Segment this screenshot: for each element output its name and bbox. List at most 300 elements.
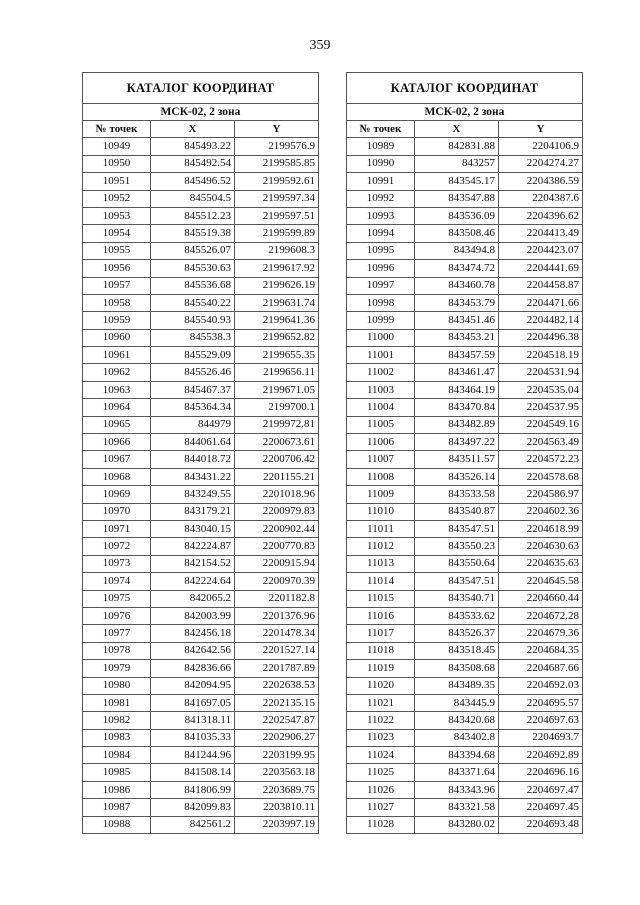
- y-coordinate-cell: 2199671.05: [235, 381, 319, 398]
- point-number-cell: 11007: [347, 451, 415, 468]
- x-coordinate-cell: 845364.34: [151, 399, 235, 416]
- y-coordinate-cell: 2204695.57: [499, 694, 583, 711]
- y-coordinate-cell: 2199592.61: [235, 173, 319, 190]
- y-coordinate-cell: 2204531.94: [499, 364, 583, 381]
- y-coordinate-cell: 2200673.61: [235, 434, 319, 451]
- point-number-cell: 11017: [347, 625, 415, 642]
- y-coordinate-cell: 2204697.47: [499, 781, 583, 798]
- x-coordinate-cell: 842224.64: [151, 573, 235, 590]
- y-coordinate-cell: 2204672.28: [499, 607, 583, 624]
- x-coordinate-cell: 841035.33: [151, 729, 235, 746]
- y-coordinate-cell: 2199631.74: [235, 294, 319, 311]
- point-number-cell: 10993: [347, 207, 415, 224]
- point-number-cell: 10988: [83, 816, 151, 833]
- point-number-cell: 11016: [347, 607, 415, 624]
- table-body: [83, 138, 319, 834]
- x-coordinate-cell: 843540.71: [415, 590, 499, 607]
- y-coordinate-cell: 2204572.23: [499, 451, 583, 468]
- x-coordinate-cell: 845530.63: [151, 260, 235, 277]
- point-number-cell: 10999: [347, 312, 415, 329]
- y-coordinate-cell: 2204386.59: [499, 173, 583, 190]
- table-row: [347, 607, 583, 624]
- y-coordinate-cell: 2199641.36: [235, 312, 319, 329]
- point-number-cell: 10972: [83, 538, 151, 555]
- y-coordinate-cell: 2199655.35: [235, 347, 319, 364]
- point-number-cell: 11000: [347, 329, 415, 346]
- table-row: [347, 660, 583, 677]
- x-coordinate-cell: 843461.47: [415, 364, 499, 381]
- point-number-cell: 10966: [83, 434, 151, 451]
- table-row: [347, 294, 583, 311]
- y-coordinate-cell: 2204106.9: [499, 138, 583, 155]
- table-row: [83, 712, 319, 729]
- x-coordinate-cell: 841697.05: [151, 694, 235, 711]
- point-number-cell: 10959: [83, 312, 151, 329]
- y-coordinate-cell: 2204602.36: [499, 503, 583, 520]
- x-coordinate-cell: 843518.45: [415, 642, 499, 659]
- y-coordinate-cell: 2199617.92: [235, 260, 319, 277]
- y-coordinate-cell: 2200970.39: [235, 573, 319, 590]
- point-number-cell: 10961: [83, 347, 151, 364]
- table-row: [347, 729, 583, 746]
- point-number-cell: 11011: [347, 520, 415, 537]
- table-row: [347, 486, 583, 503]
- y-coordinate-cell: 2204660.44: [499, 590, 583, 607]
- table-row: [347, 538, 583, 555]
- y-coordinate-cell: 2199652.82: [235, 329, 319, 346]
- x-coordinate-cell: 843526.37: [415, 625, 499, 642]
- table-row: [83, 416, 319, 433]
- x-coordinate-cell: 843508.46: [415, 225, 499, 242]
- table-row: [347, 694, 583, 711]
- table-row: [83, 642, 319, 659]
- y-coordinate-cell: 2202547.87: [235, 712, 319, 729]
- table-title: КАТАЛОГ КООРДИНАТ: [347, 73, 583, 104]
- x-coordinate-cell: 842099.83: [151, 799, 235, 816]
- y-coordinate-cell: 2204458.87: [499, 277, 583, 294]
- x-coordinate-cell: 845540.93: [151, 312, 235, 329]
- point-number-cell: 10981: [83, 694, 151, 711]
- x-coordinate-cell: 843280.02: [415, 816, 499, 833]
- x-coordinate-cell: 843545.17: [415, 173, 499, 190]
- x-coordinate-cell: 843526.14: [415, 468, 499, 485]
- point-number-cell: 11009: [347, 486, 415, 503]
- y-coordinate-cell: 2204645.58: [499, 573, 583, 590]
- x-coordinate-cell: 843494.8: [415, 242, 499, 259]
- table-row: [347, 573, 583, 590]
- x-coordinate-cell: 843533.62: [415, 607, 499, 624]
- x-coordinate-cell: 842224.87: [151, 538, 235, 555]
- y-coordinate-cell: 2200770.83: [235, 538, 319, 555]
- y-coordinate-cell: 2200979.83: [235, 503, 319, 520]
- x-coordinate-cell: 843179.21: [151, 503, 235, 520]
- y-coordinate-cell: 2199599.89: [235, 225, 319, 242]
- table-row: [83, 625, 319, 642]
- x-coordinate-cell: 844061.64: [151, 434, 235, 451]
- point-number-cell: 10984: [83, 747, 151, 764]
- table-row: [83, 799, 319, 816]
- table-row: [347, 503, 583, 520]
- table-row: [83, 225, 319, 242]
- point-number-cell: 11019: [347, 660, 415, 677]
- table-row: [347, 625, 583, 642]
- point-number-cell: 11025: [347, 764, 415, 781]
- x-coordinate-cell: 841244.96: [151, 747, 235, 764]
- point-number-cell: 10997: [347, 277, 415, 294]
- x-coordinate-cell: 843470.84: [415, 399, 499, 416]
- point-number-cell: 10975: [83, 590, 151, 607]
- page-number: 359: [309, 38, 331, 53]
- x-coordinate-cell: 842094.95: [151, 677, 235, 694]
- y-coordinate-cell: 2204697.63: [499, 712, 583, 729]
- x-coordinate-cell: 843249.55: [151, 486, 235, 503]
- y-coordinate-cell: 2204537.95: [499, 399, 583, 416]
- x-coordinate-cell: 843550.64: [415, 555, 499, 572]
- column-header-y: Y: [235, 121, 319, 138]
- point-number-cell: 10969: [83, 486, 151, 503]
- table-row: [347, 260, 583, 277]
- x-coordinate-cell: 841806.99: [151, 781, 235, 798]
- table-row: [347, 468, 583, 485]
- table-row: [347, 642, 583, 659]
- table-row: [347, 242, 583, 259]
- x-coordinate-cell: 842831.88: [415, 138, 499, 155]
- point-number-cell: 10951: [83, 173, 151, 190]
- x-coordinate-cell: 842003.99: [151, 607, 235, 624]
- table-row: [347, 781, 583, 798]
- point-number-cell: 10978: [83, 642, 151, 659]
- x-coordinate-cell: 843257: [415, 155, 499, 172]
- table-row: [83, 573, 319, 590]
- y-coordinate-cell: 2204387.6: [499, 190, 583, 207]
- point-number-cell: 11022: [347, 712, 415, 729]
- x-coordinate-cell: 843394.68: [415, 747, 499, 764]
- y-coordinate-cell: 2199972.81: [235, 416, 319, 433]
- y-coordinate-cell: 2203563.18: [235, 764, 319, 781]
- x-coordinate-cell: 843343.96: [415, 781, 499, 798]
- x-coordinate-cell: 845493.22: [151, 138, 235, 155]
- point-number-cell: 10986: [83, 781, 151, 798]
- y-coordinate-cell: 2201787.89: [235, 660, 319, 677]
- y-coordinate-cell: 2202638.53: [235, 677, 319, 694]
- table-row: [83, 781, 319, 798]
- y-coordinate-cell: 2201527.14: [235, 642, 319, 659]
- x-coordinate-cell: 843536.09: [415, 207, 499, 224]
- x-coordinate-cell: 841318.11: [151, 712, 235, 729]
- y-coordinate-cell: 2204693.48: [499, 816, 583, 833]
- y-coordinate-cell: 2200915.94: [235, 555, 319, 572]
- y-coordinate-cell: 2204586.97: [499, 486, 583, 503]
- x-coordinate-cell: 843547.88: [415, 190, 499, 207]
- y-coordinate-cell: 2199597.51: [235, 207, 319, 224]
- y-coordinate-cell: 2204578.68: [499, 468, 583, 485]
- y-coordinate-cell: 2204684.35: [499, 642, 583, 659]
- point-number-cell: 11006: [347, 434, 415, 451]
- y-coordinate-cell: 2204423.07: [499, 242, 583, 259]
- point-number-cell: 11005: [347, 416, 415, 433]
- x-coordinate-cell: 843508.68: [415, 660, 499, 677]
- x-coordinate-cell: 845504.5: [151, 190, 235, 207]
- table-row: [83, 520, 319, 537]
- y-coordinate-cell: 2204692.89: [499, 747, 583, 764]
- y-coordinate-cell: 2203810.11: [235, 799, 319, 816]
- table-row: [83, 538, 319, 555]
- x-coordinate-cell: 843451.46: [415, 312, 499, 329]
- table-row: [83, 399, 319, 416]
- table-row: [347, 416, 583, 433]
- y-coordinate-cell: 2204696.16: [499, 764, 583, 781]
- x-coordinate-cell: 843445.9: [415, 694, 499, 711]
- point-number-cell: 10980: [83, 677, 151, 694]
- x-coordinate-cell: 845496.52: [151, 173, 235, 190]
- table-row: [347, 799, 583, 816]
- y-coordinate-cell: 2203997.19: [235, 816, 319, 833]
- point-number-cell: 11010: [347, 503, 415, 520]
- y-coordinate-cell: 2204563.49: [499, 434, 583, 451]
- y-coordinate-cell: 2204535.04: [499, 381, 583, 398]
- point-number-cell: 10962: [83, 364, 151, 381]
- y-coordinate-cell: 2203199.95: [235, 747, 319, 764]
- x-coordinate-cell: 843420.68: [415, 712, 499, 729]
- point-number-cell: 10979: [83, 660, 151, 677]
- table-row: [347, 381, 583, 398]
- point-number-cell: 10950: [83, 155, 151, 172]
- y-coordinate-cell: 2199656.11: [235, 364, 319, 381]
- y-coordinate-cell: 2202135.15: [235, 694, 319, 711]
- point-number-cell: 11013: [347, 555, 415, 572]
- x-coordinate-cell: 843474.72: [415, 260, 499, 277]
- y-coordinate-cell: 2204396.62: [499, 207, 583, 224]
- table-row: [83, 451, 319, 468]
- point-number-cell: 10992: [347, 190, 415, 207]
- point-number-cell: 11008: [347, 468, 415, 485]
- table-row: [83, 155, 319, 172]
- column-header-x: X: [151, 121, 235, 138]
- point-number-cell: 11002: [347, 364, 415, 381]
- y-coordinate-cell: 2202906.27: [235, 729, 319, 746]
- point-number-cell: 10987: [83, 799, 151, 816]
- table-row: [347, 364, 583, 381]
- y-coordinate-cell: 2199597.34: [235, 190, 319, 207]
- table-row: [347, 399, 583, 416]
- x-coordinate-cell: 845526.07: [151, 242, 235, 259]
- y-coordinate-cell: 2204441.69: [499, 260, 583, 277]
- table-row: [347, 816, 583, 833]
- x-coordinate-cell: 844018.72: [151, 451, 235, 468]
- y-coordinate-cell: 2204630.63: [499, 538, 583, 555]
- point-number-cell: 11003: [347, 381, 415, 398]
- x-coordinate-cell: 843460.78: [415, 277, 499, 294]
- x-coordinate-cell: 843371.64: [415, 764, 499, 781]
- x-coordinate-cell: 842456.18: [151, 625, 235, 642]
- x-coordinate-cell: 843533.58: [415, 486, 499, 503]
- point-number-cell: 11027: [347, 799, 415, 816]
- point-number-cell: 11026: [347, 781, 415, 798]
- y-coordinate-cell: 2201182.8: [235, 590, 319, 607]
- point-number-cell: 10973: [83, 555, 151, 572]
- table-row: [83, 434, 319, 451]
- point-number-cell: 11015: [347, 590, 415, 607]
- x-coordinate-cell: 845467.37: [151, 381, 235, 398]
- point-number-cell: 10982: [83, 712, 151, 729]
- y-coordinate-cell: 2204697.45: [499, 799, 583, 816]
- x-coordinate-cell: 843457.59: [415, 347, 499, 364]
- point-number-cell: 10985: [83, 764, 151, 781]
- x-coordinate-cell: 843540.87: [415, 503, 499, 520]
- table-row: [83, 260, 319, 277]
- y-coordinate-cell: 2199700.1: [235, 399, 319, 416]
- point-number-cell: 10991: [347, 173, 415, 190]
- table-row: [83, 347, 319, 364]
- point-number-cell: 10965: [83, 416, 151, 433]
- y-coordinate-cell: 2199585.85: [235, 155, 319, 172]
- y-coordinate-cell: 2204518.19: [499, 347, 583, 364]
- table-row: [83, 190, 319, 207]
- point-number-cell: 10956: [83, 260, 151, 277]
- table-body: [347, 138, 583, 834]
- table-row: [347, 138, 583, 155]
- x-coordinate-cell: 842642.56: [151, 642, 235, 659]
- point-number-cell: 10994: [347, 225, 415, 242]
- y-coordinate-cell: 2199608.3: [235, 242, 319, 259]
- y-coordinate-cell: 2200902.44: [235, 520, 319, 537]
- table-row: [347, 764, 583, 781]
- column-header-point-number: № точек: [347, 121, 415, 138]
- x-coordinate-cell: 843040.15: [151, 520, 235, 537]
- y-coordinate-cell: 2201478.34: [235, 625, 319, 642]
- x-coordinate-cell: 841508.14: [151, 764, 235, 781]
- x-coordinate-cell: 843402.8: [415, 729, 499, 746]
- y-coordinate-cell: 2204274.27: [499, 155, 583, 172]
- table-row: [83, 381, 319, 398]
- coordinate-catalog-table-right: [346, 72, 583, 834]
- point-number-cell: 11014: [347, 573, 415, 590]
- x-coordinate-cell: 843453.21: [415, 329, 499, 346]
- point-number-cell: 10967: [83, 451, 151, 468]
- y-coordinate-cell: 2203689.75: [235, 781, 319, 798]
- x-coordinate-cell: 842836.66: [151, 660, 235, 677]
- table-row: [83, 764, 319, 781]
- x-coordinate-cell: 843321.58: [415, 799, 499, 816]
- point-number-cell: 11001: [347, 347, 415, 364]
- table-row: [347, 747, 583, 764]
- x-coordinate-cell: 845526.46: [151, 364, 235, 381]
- x-coordinate-cell: 845540.22: [151, 294, 235, 311]
- table-row: [83, 607, 319, 624]
- point-number-cell: 11021: [347, 694, 415, 711]
- y-coordinate-cell: 2204413.49: [499, 225, 583, 242]
- x-coordinate-cell: 843482.89: [415, 416, 499, 433]
- point-number-cell: 10958: [83, 294, 151, 311]
- y-coordinate-cell: 2199626.19: [235, 277, 319, 294]
- x-coordinate-cell: 845536.68: [151, 277, 235, 294]
- table-zone: МСК-02, 2 зона: [83, 104, 319, 121]
- y-coordinate-cell: 2204693.7: [499, 729, 583, 746]
- point-number-cell: 10989: [347, 138, 415, 155]
- point-number-cell: 11004: [347, 399, 415, 416]
- y-coordinate-cell: 2204496.38: [499, 329, 583, 346]
- x-coordinate-cell: 843453.79: [415, 294, 499, 311]
- point-number-cell: 10960: [83, 329, 151, 346]
- table-row: [83, 364, 319, 381]
- x-coordinate-cell: 843550.23: [415, 538, 499, 555]
- point-number-cell: 11020: [347, 677, 415, 694]
- table-row: [347, 434, 583, 451]
- point-number-cell: 11018: [347, 642, 415, 659]
- table-row: [347, 677, 583, 694]
- x-coordinate-cell: 843431.22: [151, 468, 235, 485]
- y-coordinate-cell: 2204692.03: [499, 677, 583, 694]
- point-number-cell: 10977: [83, 625, 151, 642]
- y-coordinate-cell: 2204635.63: [499, 555, 583, 572]
- y-coordinate-cell: 2204482.14: [499, 312, 583, 329]
- table-row: [83, 486, 319, 503]
- point-number-cell: 10952: [83, 190, 151, 207]
- column-header-y: Y: [499, 121, 583, 138]
- table-zone: МСК-02, 2 зона: [347, 104, 583, 121]
- point-number-cell: 10963: [83, 381, 151, 398]
- table-row: [83, 242, 319, 259]
- column-header-point-number: № точек: [83, 121, 151, 138]
- table-row: [83, 677, 319, 694]
- point-number-cell: 11012: [347, 538, 415, 555]
- table-row: [347, 173, 583, 190]
- table-row: [83, 207, 319, 224]
- x-coordinate-cell: 845538.3: [151, 329, 235, 346]
- point-number-cell: 10971: [83, 520, 151, 537]
- table-row: [347, 329, 583, 346]
- y-coordinate-cell: 2200706.42: [235, 451, 319, 468]
- table-row: [83, 590, 319, 607]
- table-row: [347, 312, 583, 329]
- x-coordinate-cell: 843547.51: [415, 573, 499, 590]
- x-coordinate-cell: 845529.09: [151, 347, 235, 364]
- y-coordinate-cell: 2204687.66: [499, 660, 583, 677]
- y-coordinate-cell: 2204471.66: [499, 294, 583, 311]
- table-row: [347, 555, 583, 572]
- point-number-cell: 10970: [83, 503, 151, 520]
- table-row: [347, 347, 583, 364]
- y-coordinate-cell: 2204618.99: [499, 520, 583, 537]
- point-number-cell: 10976: [83, 607, 151, 624]
- x-coordinate-cell: 843547.51: [415, 520, 499, 537]
- y-coordinate-cell: 2199576.9: [235, 138, 319, 155]
- x-coordinate-cell: 843497.22: [415, 434, 499, 451]
- table-title: КАТАЛОГ КООРДИНАТ: [83, 73, 319, 104]
- table-row: [347, 712, 583, 729]
- point-number-cell: 11024: [347, 747, 415, 764]
- table-row: [83, 277, 319, 294]
- point-number-cell: 10953: [83, 207, 151, 224]
- y-coordinate-cell: 2201018.96: [235, 486, 319, 503]
- x-coordinate-cell: 845492.54: [151, 155, 235, 172]
- table-row: [347, 207, 583, 224]
- point-number-cell: 10990: [347, 155, 415, 172]
- table-row: [347, 225, 583, 242]
- x-coordinate-cell: 843511.57: [415, 451, 499, 468]
- point-number-cell: 10983: [83, 729, 151, 746]
- table-row: [83, 329, 319, 346]
- point-number-cell: 10995: [347, 242, 415, 259]
- point-number-cell: 10998: [347, 294, 415, 311]
- point-number-cell: 10955: [83, 242, 151, 259]
- table-row: [83, 729, 319, 746]
- x-coordinate-cell: 844979: [151, 416, 235, 433]
- table-row: [83, 694, 319, 711]
- point-number-cell: 11023: [347, 729, 415, 746]
- point-number-cell: 10968: [83, 468, 151, 485]
- x-coordinate-cell: 842561.2: [151, 816, 235, 833]
